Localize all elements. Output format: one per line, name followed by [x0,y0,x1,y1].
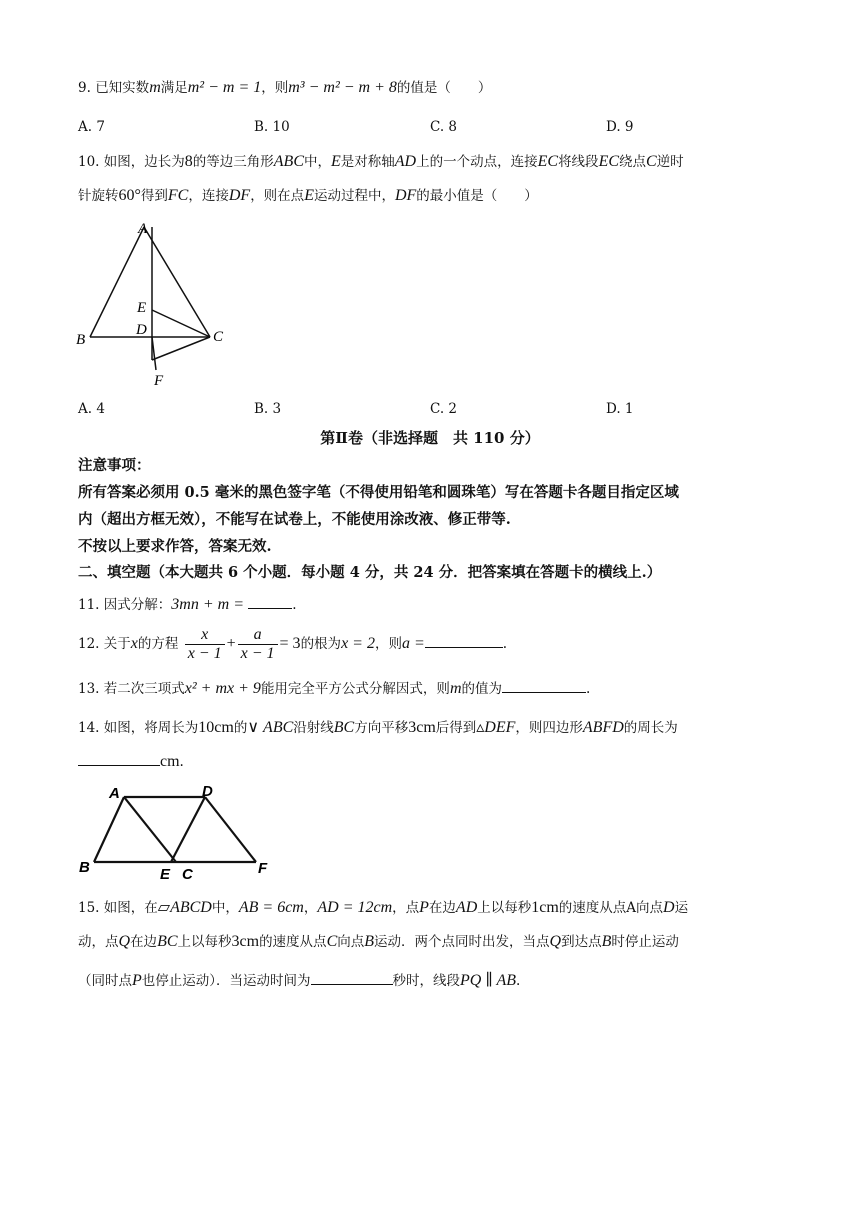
q15-text: 在边 [130,934,158,950]
q10-angle: 60° [118,187,141,204]
note-line-1: 所有答案必须用 0.5 毫米的黑色签字笔（不得使用铅笔和圆珠笔）写在答题卡各题目指定区域 [78,484,679,501]
q12-number: 12. [78,636,100,652]
q15-point-b: B [364,933,375,950]
q15-text: （同时点 [78,973,132,989]
q9-number: 9. [78,80,91,96]
q9-option-c: C. 8 [430,119,458,135]
part-heading-fill-in: 二、填空题（本大题共 6 个小题．每小题 4 分，共 24 分．把答案填在答题卡的横线上.） [78,564,662,581]
q9-equation: m² − m = 1 [187,79,262,96]
q15-parallelogram: ▱ABCD [157,899,212,916]
q15-side-ad: AD [455,899,478,916]
q10-segment-fc [152,337,210,360]
q14-label-c: C [182,866,193,883]
q10-text: ，则在点 [250,188,305,204]
q10-text: 逆时 [656,154,684,170]
q12-fraction-1 [185,626,225,663]
q12-stem [78,624,507,664]
q14-label-a: A [109,785,120,802]
q14-shift: 3cm [408,719,436,736]
q10-stem-line1 [78,152,684,172]
q10-ec: EC [598,153,620,170]
notes-title: 注意事项： [78,457,151,474]
q15-text: 的速度从点 [558,900,627,916]
q10-option-a: A. 4 [78,401,105,417]
q12-text: 的根为 [300,636,342,652]
q10-segment-ac [144,227,210,337]
q12-fraction-1-numerator: x [185,626,225,645]
q12-fraction-2-numerator: a [238,626,278,645]
q15-text: 在边 [428,900,456,916]
q10-option-b: B. 3 [254,401,282,417]
q15-text: 到达点 [561,934,602,950]
q10-point-c: C [646,153,657,170]
q13-stem [78,678,590,699]
q10-text: 得到 [140,188,168,204]
q10-triangle: ABC [273,153,304,170]
q10-text: 如图，边长为 [103,154,185,170]
q15-point-q: Q [118,933,131,950]
q15-number: 15. [78,900,100,916]
q10-stem-line2 [78,186,538,206]
q11-end: . [292,597,297,613]
q10-text: 针旋转 [78,188,119,204]
q15-text: 的速度从点 [259,934,327,950]
q14-text: 如图，将周长为 [103,720,199,736]
q15-speed-p: 1cm [531,899,559,916]
q13-var-m: m [449,680,462,697]
q9-text: 的值是（ ） [396,80,492,96]
q12-a-equals: a = [401,635,425,652]
q15-text: 向点 [337,934,365,950]
q13-answer-blank[interactable] [502,678,586,693]
q9-option-d: D. 9 [606,119,634,135]
q14-unit: cm [160,753,180,770]
q10-number: 10. [78,154,100,170]
q11-stem [78,594,297,615]
q15-text: 运动．两个点同时出发，当点 [374,934,550,950]
q9-expression: m³ − m² − m + 8 [288,79,397,96]
q10-side: 8 [184,153,193,170]
q15-point-a: A [626,900,637,916]
q15-text: 秒时，线段 [392,973,461,989]
q14-stem-line1 [78,718,678,738]
q10-label-d: D [136,322,147,338]
q15-answer-blank[interactable] [311,970,393,985]
q14-segment-de [171,797,205,862]
q10-point-e: E [304,187,314,204]
q10-df: DF [394,187,417,204]
q15-speed-q: 3cm [231,933,260,950]
q13-polynomial: x² + mx + 9 [184,680,261,697]
q12-text: 的方程 [137,636,179,652]
q10-option-c: C. 2 [430,401,458,417]
q14-ray-bc: BC [333,719,355,736]
q14-label-b: B [79,859,90,876]
q10-text: 运动过程中， [313,188,395,204]
q10-text: 绕点 [619,154,647,170]
q14-text: 沿射线 [293,720,334,736]
section-title: 第Ⅱ卷（非选择题 共 110 分） [320,429,540,447]
q15-stem-line1 [78,898,688,918]
q14-label-f: F [258,860,268,877]
q15-text: 时停止运动 [611,934,679,950]
q12-fraction-1-denominator: x − 1 [187,645,222,662]
q15-point-q: Q [549,933,562,950]
q9-option-a: A. 7 [78,119,105,135]
q14-segment-ac [124,797,176,862]
q15-text: ，点 [392,900,420,916]
q14-number: 14. [78,720,100,736]
q15-end: . [516,973,521,989]
q10-text: 是对称轴 [340,154,395,170]
q10-text: 将线段 [558,154,599,170]
q15-side-bc: BC [157,933,178,950]
q12-answer-blank[interactable] [425,633,503,648]
q15-text: 也停止运动）．当运动时间为 [141,973,311,989]
q14-stem-line2 [78,751,184,772]
q14-quadrilateral: ABFD [582,719,624,736]
q10-segment-ab [90,227,147,337]
q10-label-f: F [154,373,164,389]
q15-text: ， [303,900,318,916]
q15-point-d: D [663,899,675,916]
q12-var-x: x [130,635,138,652]
q13-text: 若二次三项式 [103,681,185,697]
q11-number: 11. [78,597,100,613]
q14-triangle-abc: ∨ ABC [247,719,294,736]
q12-fraction-2-denominator: x − 1 [240,645,275,662]
q14-segment-df [205,797,256,862]
q12-plus: + [226,635,236,652]
q15-text: 中， [211,900,239,916]
q12-text: ，则 [374,636,402,652]
q12-fraction-2 [238,626,278,663]
q12-equals: = 3 [279,635,301,652]
q9-text: 已知实数 [95,80,150,96]
q15-pq-parallel-ab: PQ ∥ AB [460,972,517,989]
q15-text: 上以每秒 [477,900,532,916]
q10-ec: EC [537,153,559,170]
q9-text: ，则 [261,80,289,96]
q15-ad: AD = 12cm [317,899,393,916]
note-line-2: 内（超出方框无效），不能写在试卷上，不能使用涂改液、修正带等. [78,511,511,528]
q15-text: 运 [674,900,689,916]
q10-text: 的最小值是（ ） [416,188,538,204]
q14-segment-ab [94,797,124,862]
q15-point-b: B [601,933,612,950]
q9-text: 满足 [160,80,188,96]
q9-var-m: m [149,79,161,96]
q15-point-p: P [419,899,429,916]
q14-label-d: D [202,783,213,800]
q10-text: ，连接 [188,188,229,204]
q10-df: DF [228,187,251,204]
q9-option-b: B. 10 [254,119,290,135]
q15-ab: AB = 6cm [238,899,304,916]
q15-text: 如图，在 [103,900,158,916]
q10-label-a: A [138,221,148,237]
q14-answer-blank[interactable] [78,751,160,766]
q13-text: 的值为 [461,681,502,697]
q12-text: 关于 [103,636,131,652]
q11-text: 因式分解： [103,597,172,613]
q10-ad: AD [394,153,417,170]
q15-text: 向点 [636,900,664,916]
q10-text: 上的一个动点，连接 [416,154,538,170]
q14-text: 的周长为 [623,720,678,736]
q14-text: ，则四边形 [515,720,583,736]
q10-label-e: E [137,300,147,316]
q14-triangle-def: ▵DEF [476,719,516,736]
q10-point-e: E [331,153,341,170]
q15-stem-line2 [78,932,679,952]
q14-perimeter: 10cm [198,719,234,736]
q15-point-p: P [132,972,142,989]
q15-text: 动，点 [78,934,119,950]
q10-fc: FC [167,187,189,204]
q11-answer-blank[interactable] [248,594,292,609]
q11-expression: 3mn + m = [171,596,244,613]
q13-number: 13. [78,681,100,697]
q9-stem [78,78,491,98]
q14-figure [74,780,284,886]
q14-text: 方向平移 [354,720,409,736]
q10-figure [70,215,240,395]
note-line-3: 不按以上要求作答，答案无效. [78,538,272,555]
q14-text: 的 [233,720,248,736]
q13-text: 能用完全平方公式分解因式，则 [260,681,450,697]
q10-option-d: D. 1 [606,401,634,417]
q12-root: x = 2 [341,635,375,652]
q10-label-c: C [213,329,224,345]
q14-label-e: E [160,866,171,883]
q10-text: 中， [304,154,331,170]
q10-label-b: B [76,332,86,348]
q10-text: 的等边三角形 [192,154,274,170]
q15-text: 上以每秒 [177,934,232,950]
q14-text: 后得到 [435,720,477,736]
q14-end: . [179,754,184,770]
q12-end: . [502,636,508,652]
q15-point-c: C [326,933,338,950]
q13-end: . [586,681,591,697]
q15-stem-line3 [78,970,520,991]
